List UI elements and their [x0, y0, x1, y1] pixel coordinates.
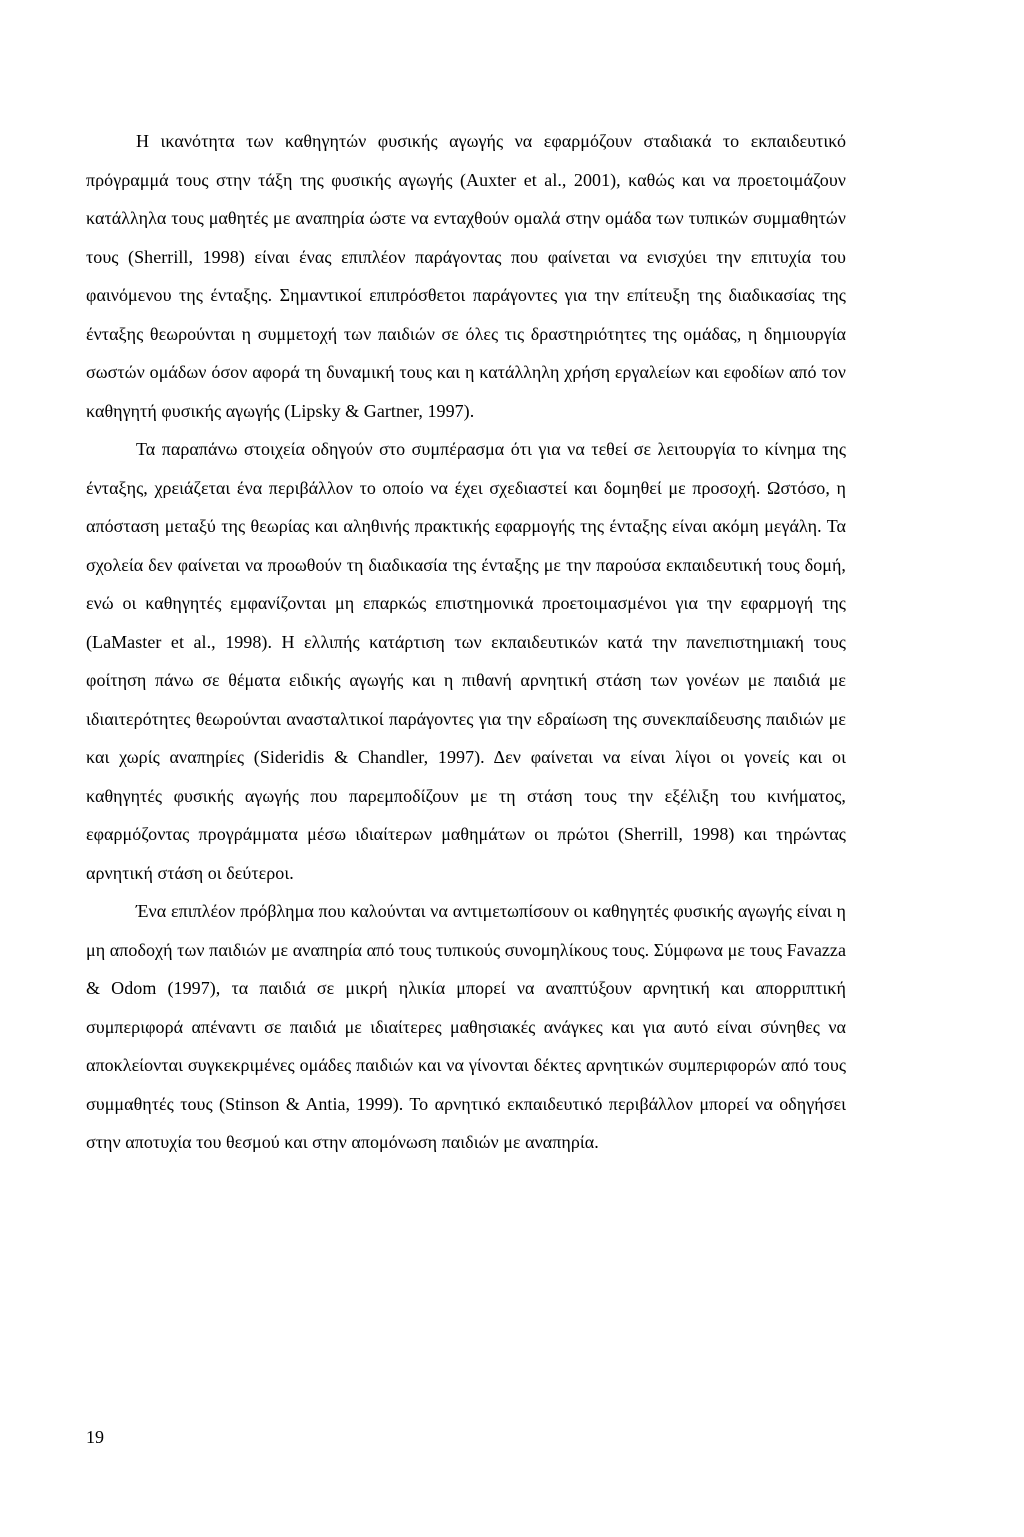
- page-number: 19: [86, 1427, 104, 1447]
- paragraph-3: Ένα επιπλέον πρόβλημα που καλούνται να αντιμετωπίσουν οι καθηγητές φυσικής αγωγής είναι η μη αποδοχή των παιδιών με αναπηρία από τους τυπικούς συνομηλίκους τους. Σύμφωνα με τους Favazza & Odom (1997), τα παιδιά σε μικρή ηλικία μπορεί να αναπτύξουν αρνητική και απορριπτική συμπεριφορά απέναντι σε παιδιά με ιδιαίτερες μαθησιακές ανάγκες και για αυτό είναι σύνηθες να αποκλείονται συγκεκριμένες ομάδες παιδιών και να γίνονται δέκτες αρνητικών συμπεριφορών από τους συμμαθητές τους (Stinson & Antia, 1999). Το αρνητικό εκπαιδευτικό περιβάλλον μπορεί να οδηγήσει στην αποτυχία του θεσμού και στην απομόνωση παιδιών με αναπηρία.: [86, 901, 846, 1152]
- paragraph-1: Η ικανότητα των καθηγητών φυσικής αγωγής να εφαρμόζουν σταδιακά το εκπαιδευτικό πρόγραμμά τους στην τάξη της φυσικής αγωγής (Auxter et al., 2001), καθώς και να προετοιμάζουν κατάλληλα τους μαθητές με αναπηρία ώστε να ενταχθούν ομαλά στην ομάδα των τυπικών συμμαθητών τους (Sherrill, 1998) είναι ένας επιπλέον παράγοντας που φαίνεται να ενισχύει την επιτυχία του φαινόμενου της ένταξης. Σημαντικοί επιπρόσθετοι παράγοντες για την επίτευξη της διαδικασίας της ένταξης θεωρούνται η συμμετοχή των παιδιών σε όλες τις δραστηριότητες της ομάδας, η δημιουργία σωστών ομάδων όσον αφορά τη δυναμική τους και η κατάλληλη χρήση εργαλείων και εφοδίων από τον καθηγητή φυσικής αγωγής (Lipsky & Gartner, 1997).: [86, 131, 846, 421]
- paragraph-2: Τα παραπάνω στοιχεία οδηγούν στο συμπέρασμα ότι για να τεθεί σε λειτουργία το κίνημα της ένταξης, χρειάζεται ένα περιβάλλον το οποίο να έχει σχεδιαστεί και δομηθεί με προσοχή. Ωστόσο, η απόσταση μεταξύ της θεωρίας και αληθινής πρακτικής εφαρμογής της ένταξης είναι ακόμη μεγάλη. Τα σχολεία δεν φαίνεται να προωθούν τη διαδικασία της ένταξης με την παρούσα εκπαιδευτική τους δομή, ενώ οι καθηγητές εμφανίζονται μη επαρκώς επιστημονικά προετοιμασμένοι για την εφαρμογή της (LaMaster et al., 1998). Η ελλιπής κατάρτιση των εκπαιδευτικών κατά την πανεπιστημιακή τους φοίτηση πάνω σε θέματα ειδικής αγωγής και η πιθανή αρνητική στάση των γονέων με παιδιά με ιδιαιτερότητες θεωρούνται ανασταλτικοί παράγοντες για την εδραίωση της συνεκπαίδευσης παιδιών με και χωρίς αναπηρίες (Sideridis & Chandler, 1997). Δεν φαίνεται να είναι λίγοι οι γονείς και οι καθηγητές φυσικής αγωγής που παρεμποδίζουν με τη στάση τους την εξέλιξη του κινήματος, εφαρμόζοντας προγράμματα μέσω ιδιαίτερων μαθημάτων οι πρώτοι (Sherrill, 1998) και τηρώντας αρνητική στάση οι δεύτεροι.: [86, 439, 846, 883]
- body-text: [86, 122, 846, 1162]
